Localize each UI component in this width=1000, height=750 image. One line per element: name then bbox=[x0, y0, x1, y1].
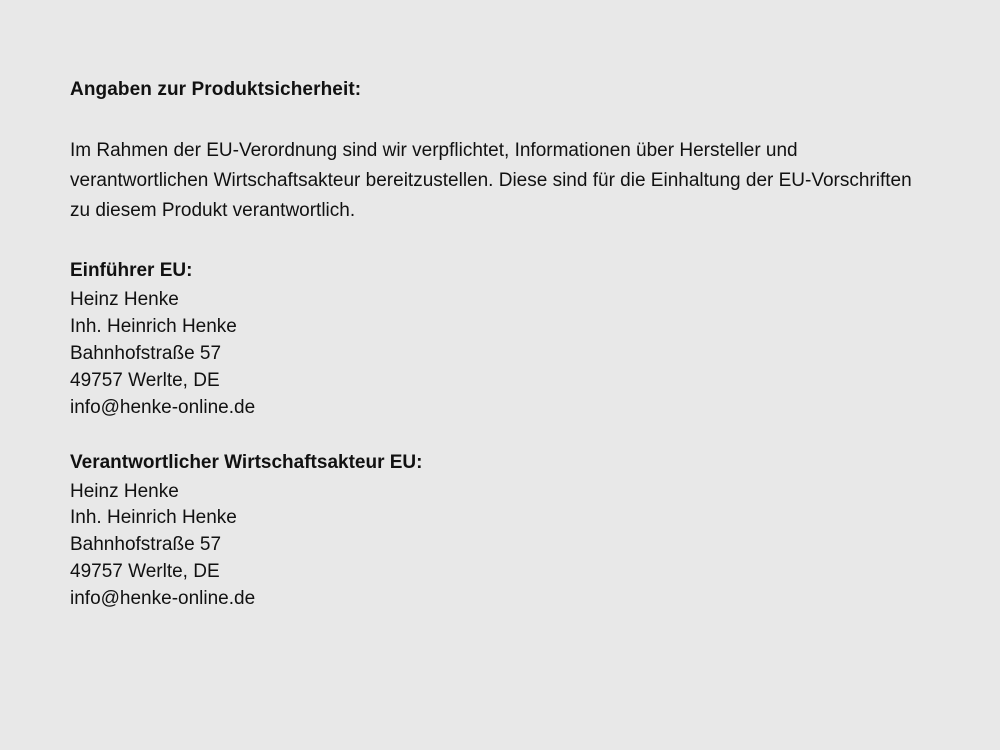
importer-heading: Einführer EU: bbox=[70, 259, 193, 281]
page-title: Angaben zur Produktsicherheit: bbox=[70, 79, 362, 100]
responsible-operator-line: Heinz Henke bbox=[70, 480, 179, 502]
responsible-operator-heading: Verantwortlicher Wirtschaftsakteur EU: bbox=[70, 451, 423, 473]
importer-line: Inh. Heinrich Henke bbox=[70, 315, 237, 337]
importer-line: Bahnhofstraße 57 bbox=[70, 342, 222, 364]
importer-email: info@henke-online.de bbox=[70, 396, 256, 418]
responsible-operator-line: 49757 Werlte, DE bbox=[70, 561, 220, 583]
importer-line: Heinz Henke bbox=[70, 288, 179, 310]
importer-block bbox=[70, 258, 930, 422]
responsible-operator-block bbox=[70, 450, 930, 614]
responsible-operator-line: Inh. Heinrich Henke bbox=[70, 507, 237, 529]
responsible-operator-line: Bahnhofstraße 57 bbox=[70, 534, 222, 556]
importer-line: 49757 Werlte, DE bbox=[70, 369, 220, 391]
intro-paragraph: Im Rahmen der EU-Verordnung sind wir verpflichtet, Informationen über Hersteller und verantwortlichen Wirtschaftsakteur bereitzustellen. Diese sind für die Einhaltung der EU-Vorschriften zu diesem Produkt verantwortlich. bbox=[70, 139, 912, 221]
responsible-operator-email: info@henke-online.de bbox=[70, 588, 256, 610]
